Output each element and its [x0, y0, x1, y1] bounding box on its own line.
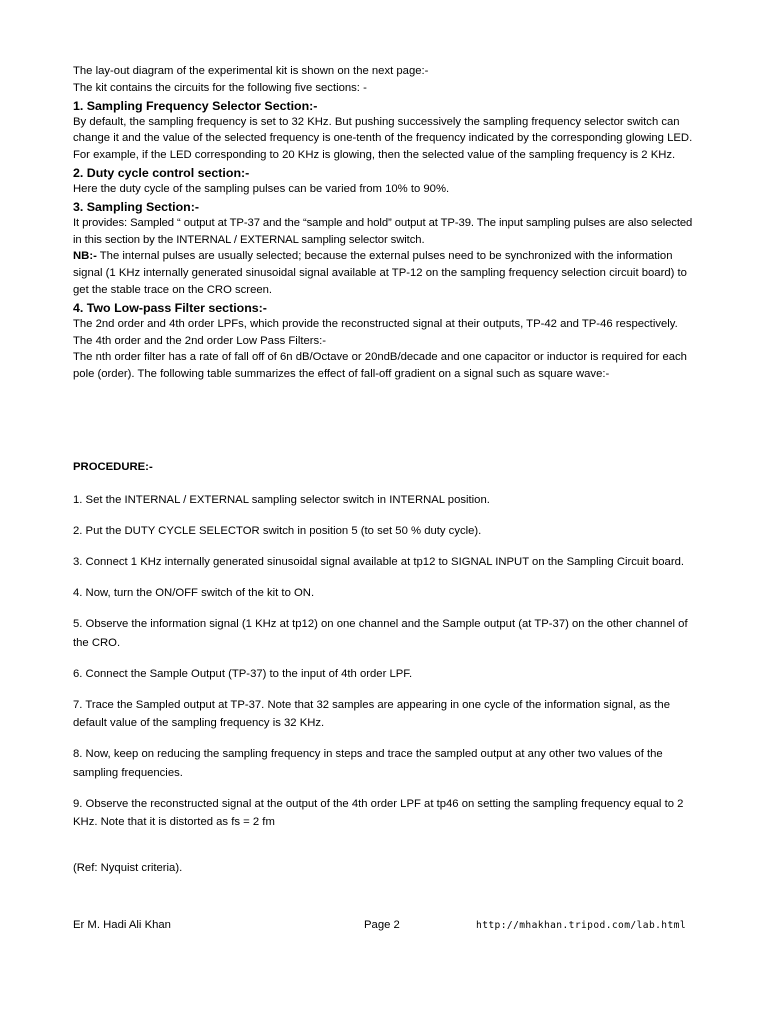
section-heading: 2. Duty cycle control section:-: [73, 165, 250, 180]
procedure-step: 6. Connect the Sample Output (TP-37) to the input of 4th order LPF.: [73, 667, 413, 680]
procedure-step: 2. Put the DUTY CYCLE SELECTOR switch in position 5 (to set 50 % duty cycle).: [73, 525, 482, 537]
intro: [73, 63, 698, 97]
intro-line-1: The lay-out diagram of the experimental kit is shown on the next page:-: [73, 65, 429, 77]
intro-line-2: The kit contains the circuits for the following five sections: -: [73, 81, 367, 94]
procedure-step: 8. Now, keep on reducing the sampling frequency in steps and trace the sampled output at any other two values of the sampling frequencies.: [73, 748, 663, 779]
section-sampling-frequency-selector: [73, 98, 698, 164]
procedure-title: PROCEDURE:-: [73, 461, 153, 473]
section-duty-cycle-control: [73, 165, 698, 198]
procedure-step: 5. Observe the information signal (1 KHz at tp12) on one channel and the Sample output (at TP-37) on the other channel of the CRO.: [73, 618, 688, 649]
footer-page-number: Page 2: [364, 919, 400, 931]
section-heading: 3. Sampling Section:-: [73, 199, 199, 214]
section-paragraph: The 2nd order and 4th order LPFs, which provide the reconstructed signal at their outputs, TP-42 and TP-46 respectively.: [73, 317, 678, 330]
section-paragraph: It provides: Sampled “ output at TP-37 and the “sample and hold” output at TP-39. The input sampling pulses are also selected in this section by the INTERNAL / EXTERNAL sampling selector switch.: [73, 216, 693, 246]
procedure-step: 4. Now, turn the ON/OFF switch of the kit to ON.: [73, 587, 315, 599]
section-paragraph: Here the duty cycle of the sampling pulses can be varied from 10% to 90%.: [73, 182, 450, 195]
section-paragraph: The 4th order and the 2nd order Low Pass Filters:-: [73, 334, 327, 347]
procedure-step: 3. Connect 1 KHz internally generated sinusoidal signal available at tp12 to SIGNAL INPUT on the Sampling Circuit board.: [73, 556, 684, 568]
procedure-step: 7. Trace the Sampled output at TP-37. Note that 32 samples are appearing in one cycle of the information signal, as the default value of the sampling frequency is 32 KHz.: [73, 698, 670, 729]
reference-note: (Ref: Nyquist criteria).: [73, 862, 183, 874]
section-heading: 1. Sampling Frequency Selector Section:-: [73, 98, 318, 113]
section-paragraph: The nth order filter has a rate of fall off of 6n dB/Octave or 20ndB/decade and one capacitor or inductor is required for each pole (order). The following table summarizes the effect of fall-off gradient on a signal such as square wave:-: [73, 351, 687, 381]
section-low-pass-filters: [73, 300, 698, 383]
footer-author: Er M. Hadi Ali Khan: [73, 919, 171, 931]
procedure-steps: [73, 491, 698, 844]
section-heading: 4. Two Low-pass Filter sections:-: [73, 300, 267, 315]
footer-url: http://mhakhan.tripod.com/lab.html: [476, 920, 686, 931]
nb-note: [73, 248, 698, 298]
section-paragraph: By default, the sampling frequency is set to 32 KHz. But pushing successively the sampling frequency selector switch can change it and the value of the selected frequency is one-tenth of the frequency indicated by the corresponding glowing LED. For example, if the LED corresponding to 20 KHz is glowing, then the selected value of the sampling frequency is 2 KHz.: [73, 115, 693, 162]
section-sampling: [73, 199, 698, 299]
document-body: [73, 63, 698, 383]
nb-label: NB:-: [73, 250, 97, 263]
page-footer: [73, 919, 698, 935]
procedure-step: 1. Set the INTERNAL / EXTERNAL sampling selector switch in INTERNAL position.: [73, 494, 490, 506]
nb-text: The internal pulses are usually selected; because the external pulses need to be synchronized with the information signal (1 KHz internally generated sinusoidal signal available at TP-12 on the sampling frequency selection circuit board) to get the stable trace on the CRO screen.: [73, 250, 687, 296]
procedure-step: 9. Observe the reconstructed signal at the output of the 4th order LPF at tp46 on setting the sampling frequency equal to 2 KHz. Note that it is distorted as fs = 2 fm: [73, 797, 684, 828]
